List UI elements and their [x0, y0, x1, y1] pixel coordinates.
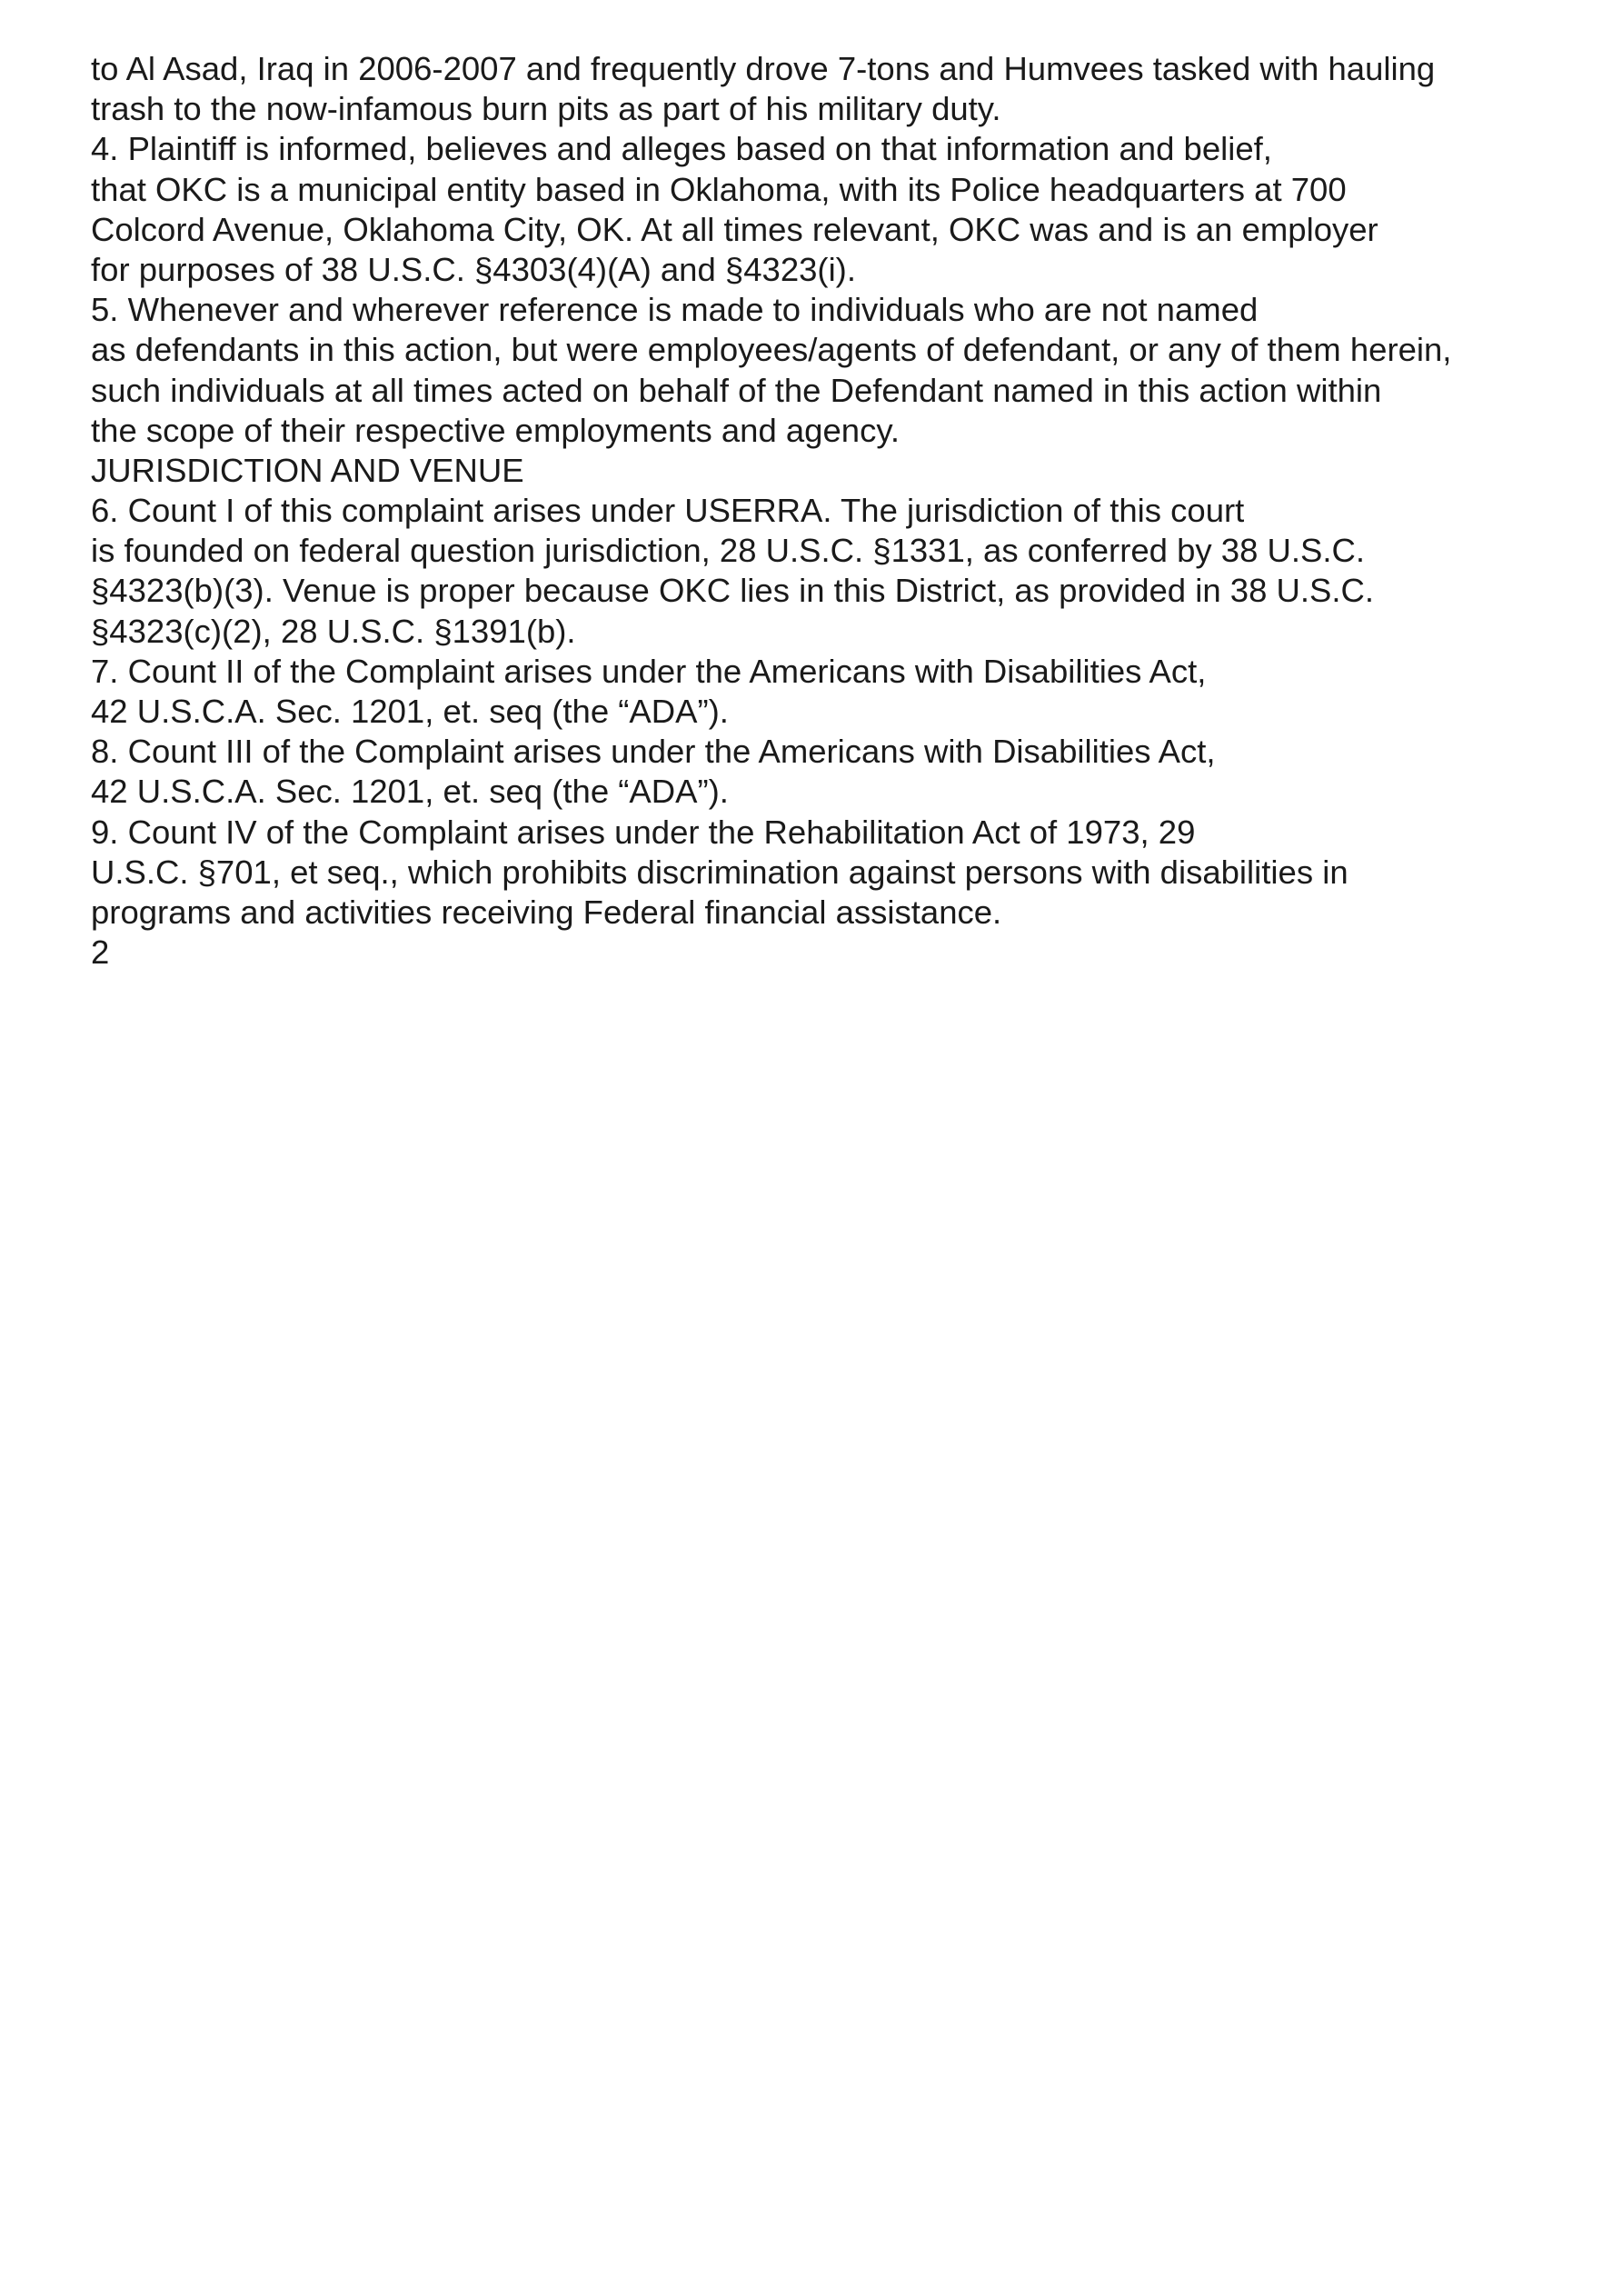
section-heading: JURISDICTION AND VENUE: [91, 451, 524, 489]
paragraph-6-line: is founded on federal question jurisdiction, 28 U.S.C. §1331, as conferred by 38 U.S.C.: [91, 532, 1366, 570]
paragraph-9-line: 9. Count IV of the Complaint arises under the Rehabilitation Act of 1973, 29: [91, 813, 1196, 851]
paragraph-4-line: for purposes of 38 U.S.C. §4303(4)(A) and §4323(i).: [91, 250, 856, 288]
document-body: [91, 49, 1563, 973]
paragraph-7-line: 42 U.S.C.A. Sec. 1201, et. seq (the “ADA”).: [91, 693, 729, 730]
paragraph-4-line: that OKC is a municipal entity based in Oklahoma, with its Police headquarters at 700: [91, 170, 1347, 208]
body-line: trash to the now-infamous burn pits as part of his military duty.: [91, 90, 1001, 128]
paragraph-4-line: Colcord Avenue, Oklahoma City, OK. At all times relevant, OKC was and is an employer: [91, 210, 1378, 248]
paragraph-6-line: 6. Count I of this complaint arises under USERRA. The jurisdiction of this court: [91, 492, 1245, 530]
page-number: 2: [91, 933, 110, 972]
body-line: to Al Asad, Iraq in 2006-2007 and frequently drove 7-tons and Humvees tasked with hauling: [91, 50, 1436, 87]
paragraph-9-line: programs and activities receiving Federal financial assistance.: [91, 893, 1002, 931]
paragraph-6-line: §4323(b)(3). Venue is proper because OKC lies in this District, as provided in 38 U.S.C.: [91, 572, 1375, 610]
paragraph-6-line: §4323(c)(2), 28 U.S.C. §1391(b).: [91, 612, 576, 650]
paragraph-8-line: 42 U.S.C.A. Sec. 1201, et. seq (the “ADA”).: [91, 773, 729, 811]
paragraph-5-line: as defendants in this action, but were employees/agents of defendant, or any of them herein,: [91, 331, 1452, 369]
paragraph-7-line: 7. Count II of the Complaint arises under the Americans with Disabilities Act,: [91, 652, 1207, 690]
paragraph-9-line: U.S.C. §701, et seq., which prohibits discrimination against persons with disabilities in: [91, 853, 1348, 891]
paragraph-8-line: 8. Count III of the Complaint arises under the Americans with Disabilities Act,: [91, 733, 1216, 771]
paragraph-5-line: the scope of their respective employments and agency.: [91, 411, 901, 449]
paragraph-5-line: 5. Whenever and wherever reference is made to individuals who are not named: [91, 291, 1259, 329]
paragraph-5-line: such individuals at all times acted on behalf of the Defendant named in this action within: [91, 371, 1382, 409]
paragraph-4-line: 4. Plaintiff is informed, believes and alleges based on that information and belief,: [91, 130, 1272, 168]
